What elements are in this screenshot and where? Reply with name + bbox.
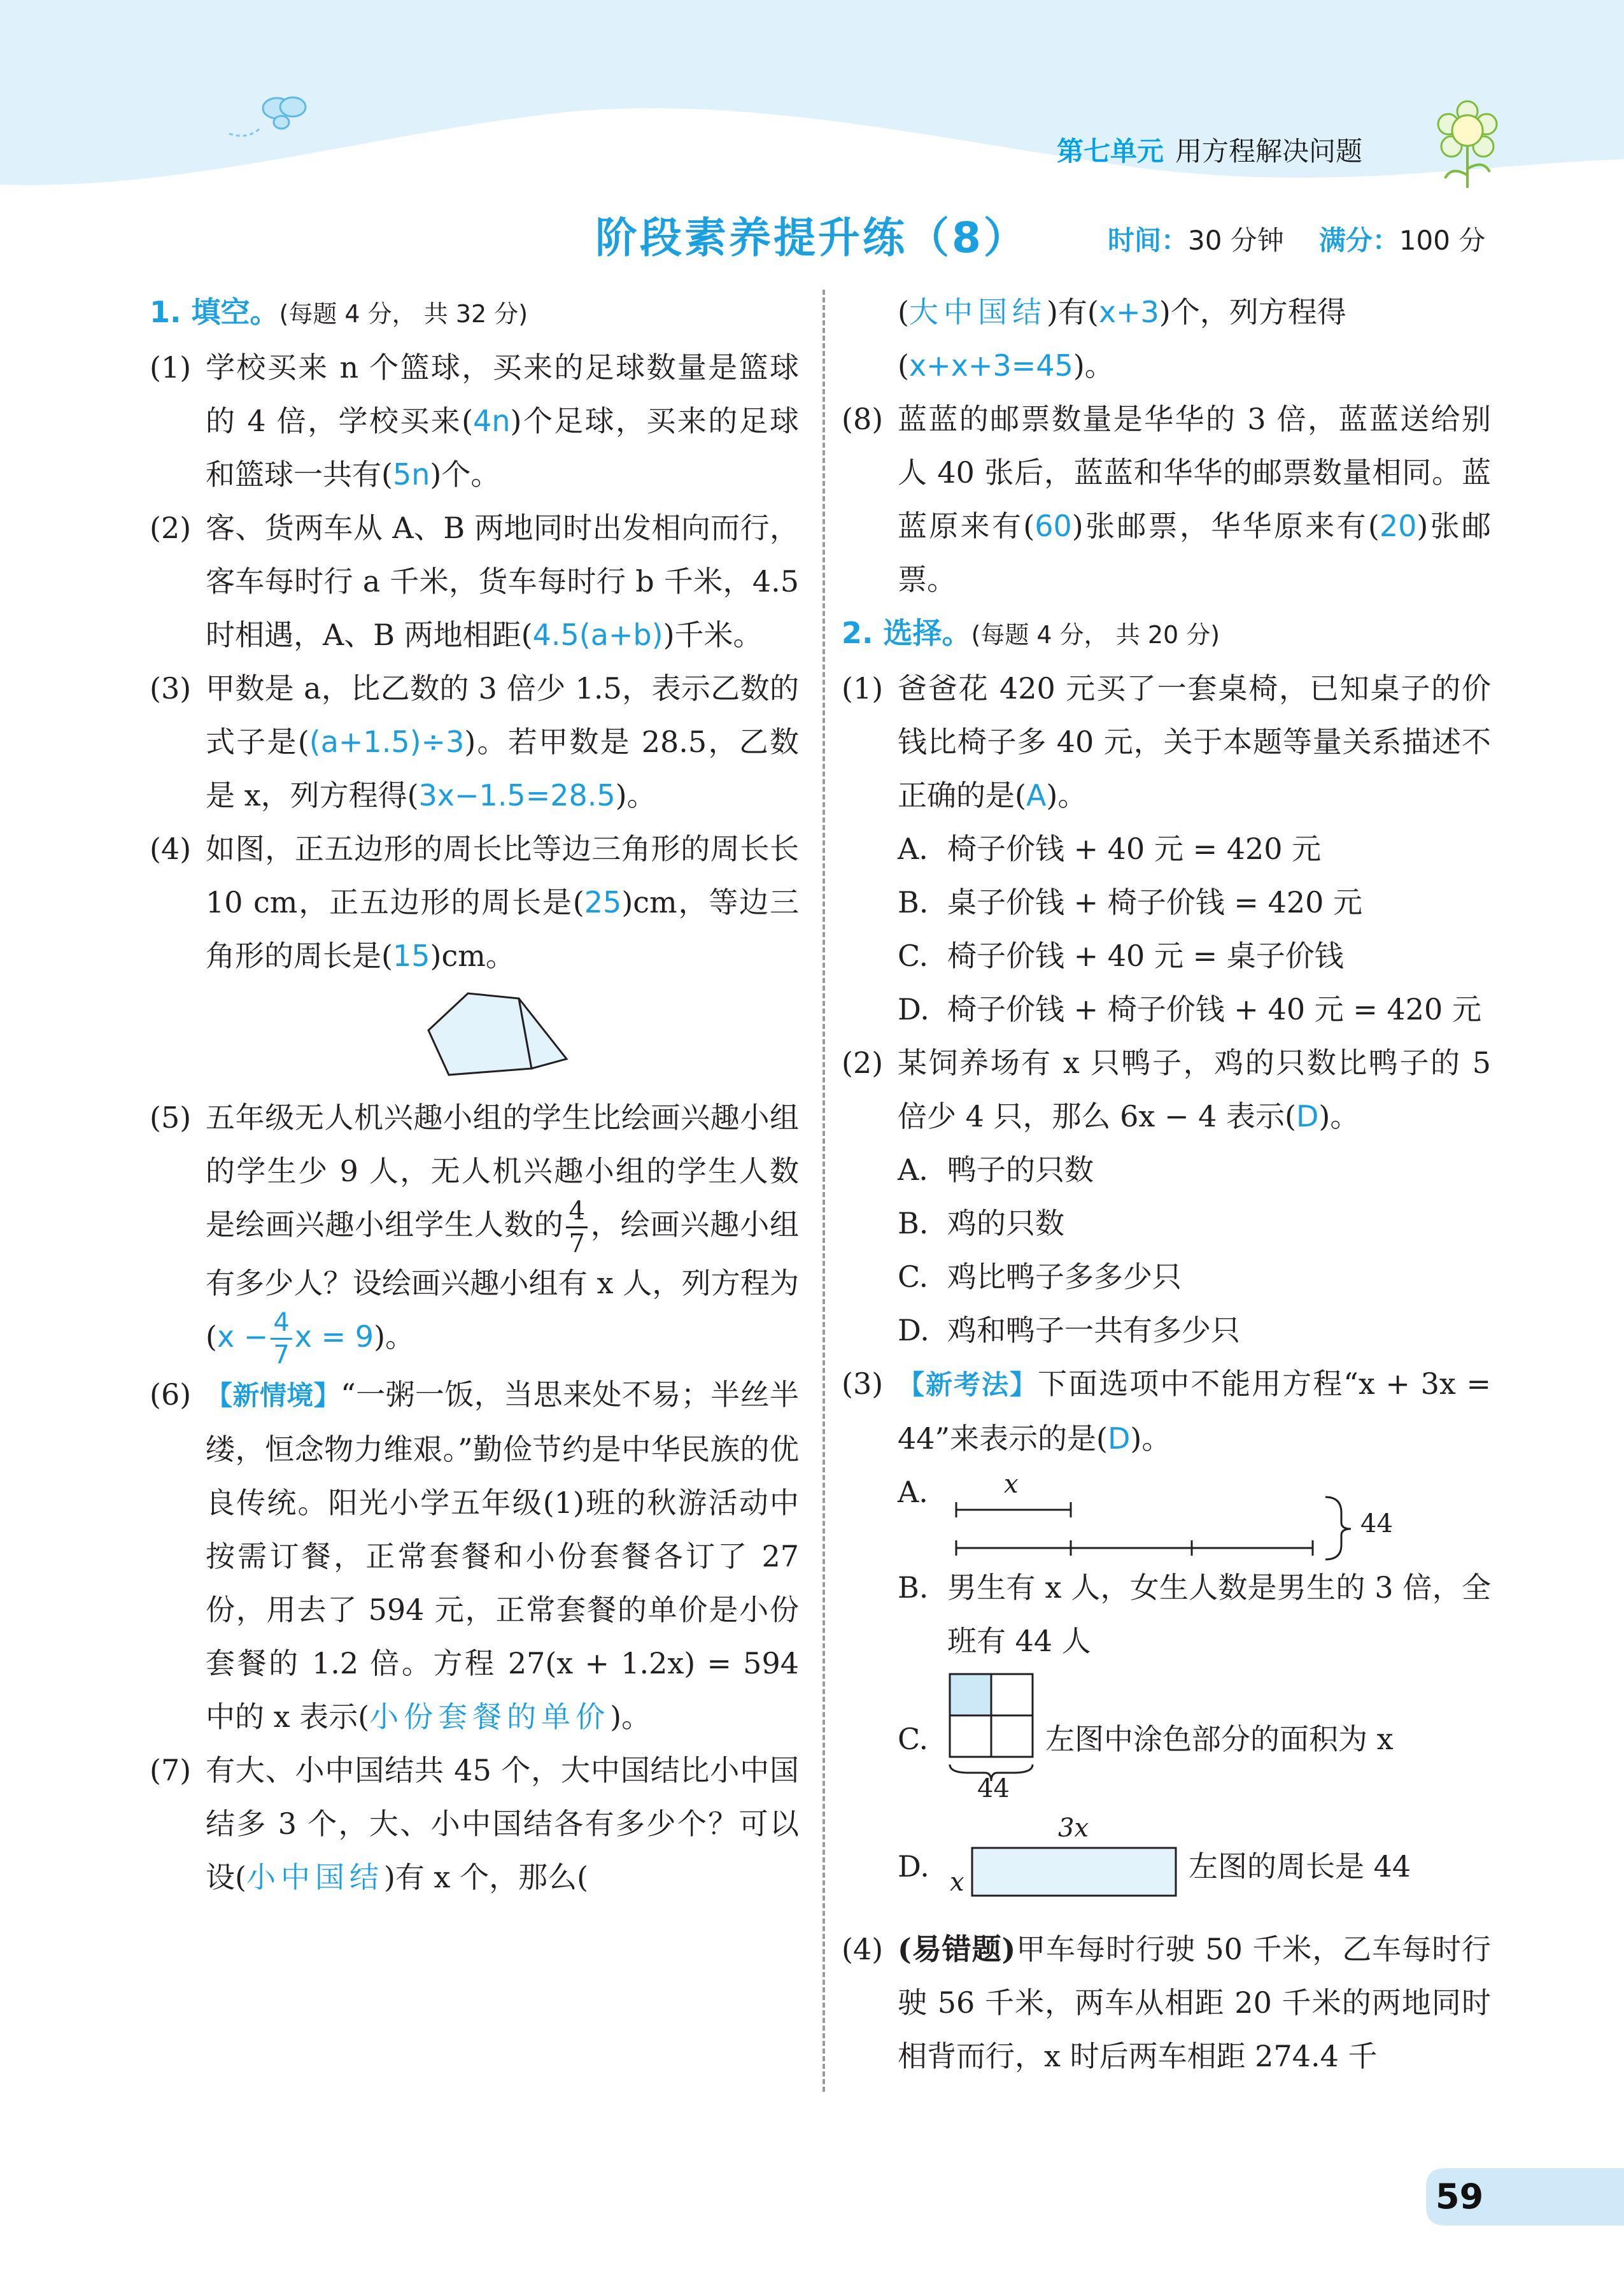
answer-blank: 15 xyxy=(392,939,430,973)
page-title: 阶段素养提升练（8） xyxy=(595,213,1028,262)
option-c xyxy=(842,1250,1491,1303)
choice-2-2 xyxy=(842,1036,1491,1143)
option-letter: A. xyxy=(898,1475,928,1509)
option-letter: B. xyxy=(898,1206,929,1240)
question-number: (3) xyxy=(150,671,192,706)
question-number: (4) xyxy=(150,832,192,866)
answer-blank: 25 xyxy=(584,885,622,919)
option-c-figure xyxy=(842,1668,1491,1814)
answer-blank: 大中国结 xyxy=(908,295,1047,329)
score-value: 100 分 xyxy=(1399,225,1486,256)
answer-part: x − xyxy=(216,1319,269,1354)
question-text: 有大、小中国结共 45 个，大中国结比小中国结多 3 个，大、小中国结各有多少个？可以设( xyxy=(206,1752,799,1894)
time-score xyxy=(1108,220,1485,258)
column-divider xyxy=(823,290,825,2092)
option-a xyxy=(842,1143,1491,1196)
section2-note: (每题 4 分， 共 20 分) xyxy=(971,621,1220,649)
answer-part: x = 9 xyxy=(294,1319,374,1354)
choice-2-1 xyxy=(842,662,1491,822)
answer-blank: 4.5(a+b) xyxy=(532,618,663,652)
question-text: )张邮票，华华原来有( xyxy=(1071,509,1380,543)
option-letter: C. xyxy=(898,1260,929,1294)
option-text: 鸡比鸭子多多少只 xyxy=(947,1260,1182,1294)
segment-label-x: x xyxy=(1004,1470,1019,1499)
answer-blank: 小中国结 xyxy=(246,1859,384,1894)
unit-title: 用方程解决问题 xyxy=(1175,136,1363,167)
question-1-2 xyxy=(150,501,799,662)
question-text: )。若甲数是 28.5，乙数是 x，列方程得( xyxy=(206,725,799,813)
question-number: (6) xyxy=(150,1377,192,1412)
question-number: (3) xyxy=(842,1367,884,1401)
choice-2-4 xyxy=(842,1922,1491,2083)
rect-side-label: x xyxy=(950,1868,964,1897)
question-text: )。 xyxy=(1046,778,1087,813)
question-1-3 xyxy=(150,662,799,822)
question-text: ，绘画兴趣小组有多少人？设绘画兴趣小组有 x 人，列方程为( xyxy=(206,1207,800,1354)
fraction xyxy=(566,1198,587,1256)
question-number: (7) xyxy=(150,1752,192,1787)
option-text: 椅子价钱 + 椅子价钱 + 40 元 = 420 元 xyxy=(947,992,1481,1026)
option-text: 左图中涂色部分的面积为 x xyxy=(1045,1722,1394,1756)
question-text: 如图，正五边形的周长比等边三角形的周长长 10 cm，正五边形的周长是( xyxy=(206,832,799,919)
question-text: 客、货两车从 A、B 两地同时出发相向而行，客车每时行 a 千米，货车每时行 b 千米，4.5 时相遇，A、B 两地相距( xyxy=(206,511,799,652)
question-text: )cm，等边三角形的周长是( xyxy=(206,885,800,973)
right-column xyxy=(842,285,1491,2083)
question-1-7 xyxy=(150,1743,799,1904)
option-a xyxy=(842,822,1491,876)
option-b xyxy=(842,876,1491,929)
question-1-8 xyxy=(842,392,1491,606)
unit-number: 第七单元 xyxy=(1057,136,1164,167)
option-text: 桌子价钱 + 椅子价钱 = 420 元 xyxy=(947,885,1362,919)
question-text: )。 xyxy=(1130,1421,1171,1456)
option-letter: B. xyxy=(898,885,929,919)
option-d-figure xyxy=(842,1814,1491,1922)
question-number: (2) xyxy=(150,511,192,545)
question-text: 学校买来 n 个篮球，买来的足球数量是篮球的 4 倍，学校买来( xyxy=(206,350,799,438)
answer-fraction xyxy=(271,1307,292,1370)
rectangle-figure xyxy=(969,1845,1179,1902)
option-letter: C. xyxy=(898,939,929,973)
pentagon-figure xyxy=(423,986,576,1081)
section1-note: (每题 4 分， 共 32 分) xyxy=(279,300,528,328)
fraction-numerator: 4 xyxy=(566,1198,587,1228)
question-text: )有 x 个，那么( xyxy=(383,1859,589,1894)
section-fill-blank xyxy=(150,285,799,341)
flower-icon xyxy=(1426,96,1509,191)
answer-blank: x+x+3=45 xyxy=(908,348,1073,383)
tag-new-method: 【新考法】 xyxy=(898,1369,1038,1400)
question-number: (8) xyxy=(842,402,884,436)
question-number: (1) xyxy=(150,350,192,385)
option-b-choice-3 xyxy=(842,1561,1491,1668)
rect-top-label: 3x xyxy=(1058,1814,1089,1843)
question-1-7-continued: (大中国结)有(x+3)个，列方程得(x+x+3=45)。 xyxy=(898,295,1346,383)
option-text: 鸭子的只数 xyxy=(947,1153,1094,1187)
option-c xyxy=(842,929,1491,983)
option-d xyxy=(842,983,1491,1036)
answer-blank: (a+1.5)÷3 xyxy=(309,725,465,759)
option-text: 左图的周长是 44 xyxy=(1189,1849,1411,1884)
question-number: (1) xyxy=(842,671,884,706)
option-text: 鸡和鸭子一共有多少只 xyxy=(947,1313,1240,1347)
question-number: (2) xyxy=(842,1046,884,1080)
section2-label: 2. 选择。 xyxy=(842,616,971,650)
question-number: (4) xyxy=(842,1932,884,1966)
question-text: )个足球，买来的足球和篮球一共有( xyxy=(206,404,799,492)
time-key: 时间： xyxy=(1108,225,1189,256)
option-text: 椅子价钱 + 40 元 = 420 元 xyxy=(947,832,1322,866)
answer-blank: x+3 xyxy=(1098,295,1159,329)
question-text: )。 xyxy=(1073,348,1114,383)
answer-blank: 3x−1.5=28.5 xyxy=(418,778,616,813)
tag-new-context: 【新情境】 xyxy=(206,1379,341,1411)
question-text: 爸爸花 420 元买了一套桌椅，已知桌子的价钱比椅子多 40 元，关于本题等量关系描述不正确的是( xyxy=(898,671,1491,813)
question-text: “一粥一饭，当思来处不易；半丝半缕，恒念物力维艰。”勤俭节约是中华民族的优良传统。阳光小学五年级(1)班的秋游活动中按需订餐，正常套餐和小份套餐各订了 27 份，用去了 594 元，正常套餐的单价是小份套餐的 1.2 倍。方程 27(x + 1.2x) = 594 中的 x 表示( xyxy=(206,1377,799,1734)
question-text: )有( xyxy=(1046,295,1099,329)
option-text: 男生有 x 人，女生人数是男生的 3 倍，全班有 44 人 xyxy=(947,1570,1491,1658)
choice-2-3 xyxy=(842,1357,1491,1465)
unit-label xyxy=(1057,131,1362,169)
question-text: )张邮票。 xyxy=(898,509,1491,597)
option-b xyxy=(842,1196,1491,1250)
question-1-4 xyxy=(150,822,799,983)
question-1-6 xyxy=(150,1368,799,1743)
question-text: )。 xyxy=(1318,1099,1360,1133)
question-text: 蓝蓝的邮票数量是华华的 3 倍，蓝蓝送给别人 40 张后，蓝蓝和华华的邮票数量相同。蓝蓝原来有( xyxy=(898,402,1491,543)
brace-label: 44 xyxy=(977,1774,1010,1803)
answer-blank: 20 xyxy=(1379,509,1417,543)
question-text: )。 xyxy=(615,778,656,813)
question-text: 甲车每时行驶 50 千米，乙车每时行驶 56 千米，两车从相距 20 千米的两地同时相背而行，x 时后两车相距 274.4 千 xyxy=(898,1932,1492,2073)
question-text: 五年级无人机兴趣小组的学生比绘画兴趣小组的学生少 9 人，无人机兴趣小组的学生人数是绘画兴趣小组学生人数的 xyxy=(206,1100,799,1242)
answer-blank: A xyxy=(1026,778,1047,813)
score-key: 满分： xyxy=(1318,225,1399,256)
option-d xyxy=(842,1303,1491,1357)
butterfly-icon xyxy=(223,83,312,146)
option-letter: D. xyxy=(898,992,929,1026)
fraction-numerator: 4 xyxy=(271,1310,292,1340)
question-text: )个，列方程得( xyxy=(898,295,1346,383)
option-letter: A. xyxy=(898,1153,928,1187)
tag-error-prone: (易错题) xyxy=(898,1932,1016,1966)
question-text: )cm。 xyxy=(430,939,515,973)
option-letter: D. xyxy=(898,1849,929,1884)
left-column xyxy=(150,285,799,1904)
question-text: )个。 xyxy=(430,457,500,492)
answer-blank: 60 xyxy=(1034,509,1072,543)
pentagon-triangle-figure xyxy=(150,983,799,1091)
page-number: 59 xyxy=(1436,2176,1484,2217)
option-text: 鸡的只数 xyxy=(947,1206,1064,1240)
answer-blank: 小份套餐的单价 xyxy=(369,1699,611,1734)
question-text: )。 xyxy=(610,1699,651,1734)
question-text: 下面选项中不能用方程“x + 3x = 44”来表示的是( xyxy=(898,1367,1491,1456)
question-text: 某饲养场有 x 只鸭子，鸡的只数比鸭子的 5 倍少 4 只，那么 6x − 4 表示( xyxy=(898,1046,1491,1133)
option-letter: B. xyxy=(898,1570,929,1605)
question-text: )千米。 xyxy=(663,618,763,652)
answer-blank: 4n xyxy=(473,404,511,438)
question-1-1 xyxy=(150,341,799,501)
option-a-figure xyxy=(842,1465,1491,1561)
question-number: (5) xyxy=(150,1100,192,1135)
answer-blank: D xyxy=(1296,1099,1319,1133)
option-letter: A. xyxy=(898,832,928,866)
question-text: 甲数是 a，比乙数的 3 倍少 1.5，表示乙数的式子是( xyxy=(206,671,799,759)
section1-label: 1. 填空。 xyxy=(150,295,279,329)
option-letter: D. xyxy=(898,1313,929,1347)
option-letter: C. xyxy=(898,1722,929,1756)
answer-blank: D xyxy=(1108,1421,1131,1456)
segment-total-label: 44 xyxy=(1360,1509,1393,1538)
time-value: 30 分钟 xyxy=(1188,225,1284,256)
answer-blank: 5n xyxy=(392,457,430,492)
section-choice xyxy=(842,606,1491,662)
fraction-denominator: 7 xyxy=(273,1340,290,1370)
fraction-denominator: 7 xyxy=(568,1228,585,1258)
question-text: )。 xyxy=(374,1319,415,1354)
option-text: 椅子价钱 + 40 元 = 桌子价钱 xyxy=(947,939,1344,973)
question-1-5 xyxy=(150,1091,799,1368)
answer-blank xyxy=(216,1307,374,1370)
